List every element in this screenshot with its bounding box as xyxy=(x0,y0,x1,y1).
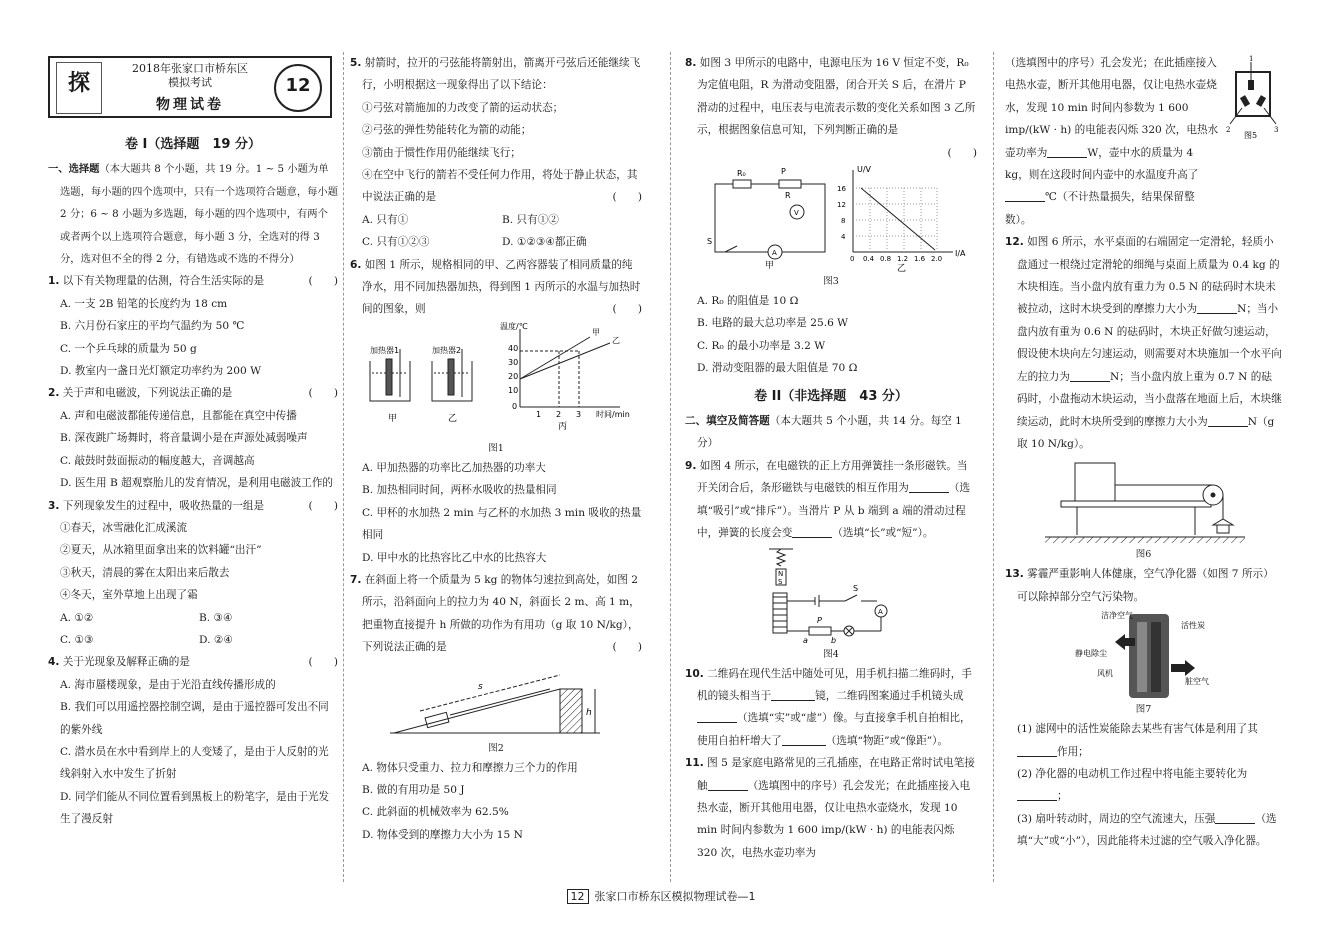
q6-option-c[interactable]: C. 甲杯的水加热 2 min 与乙杯的水加热 3 min 吸收的热量相同 xyxy=(362,506,642,542)
section2-title: 卷 II（非选择题 43 分） xyxy=(754,388,908,404)
q11-blank-1[interactable] xyxy=(708,776,748,791)
question-6: 6. 如图 1 所示，规格相同的甲、乙两容器装了相同质量的纯净水，用不同加热器加热，得到图 1 丙所示的水温与加热时间的图象，则 ( ) xyxy=(350,258,642,316)
section2-intro: 二、填空及简答题（本大题共 5 个小题，共 14 分。每空 1 分） xyxy=(685,415,962,450)
q8-option-c[interactable]: C. R₀ 的最小功率是 3.2 W xyxy=(697,339,826,352)
q5-option-c[interactable]: C. 只有①②③ xyxy=(362,236,430,249)
beaker-b xyxy=(432,349,472,401)
q6-option-a[interactable]: A. 甲加热器的功率比乙加热器的功率大 xyxy=(362,461,546,474)
beaker-a xyxy=(370,349,410,401)
column-1 xyxy=(48,128,338,831)
fig3-xtick: 1.6 xyxy=(914,255,926,264)
fig1-ytick: 20 xyxy=(508,371,519,381)
q7-option-a[interactable]: A. 物体只受重力、拉力和摩擦力三个力的作用 xyxy=(362,761,578,774)
q5-option-b[interactable]: B. 只有①② xyxy=(502,213,559,226)
q2-option-c[interactable]: C. 敲鼓时鼓面振动的幅度越大，音调越高 xyxy=(60,454,255,467)
fig3-label-b: 乙 xyxy=(897,264,907,275)
fig3-r0: R₀ xyxy=(737,169,746,179)
q1-option-d[interactable]: D. 教室内一盏日光灯额定功率约为 200 W xyxy=(60,365,262,378)
question-5: 5. 射箭时，拉开的弓弦能将箭射出，箭离开弓弦后还能继续飞行，小明根据这一现象得出了以下结论： xyxy=(350,57,641,92)
fig1-series-jia: 甲 xyxy=(592,327,600,337)
question-4: 4. 关于光现象及解释正确的是 ( ) xyxy=(48,656,338,669)
publisher-logo: 探 xyxy=(56,62,102,114)
q11-blank-3[interactable] xyxy=(1005,187,1045,202)
q10-blank-2[interactable] xyxy=(697,708,737,723)
figure-3 xyxy=(685,164,977,274)
fig3-xlabel: I/A xyxy=(955,249,966,259)
q12-blank-1[interactable] xyxy=(1197,299,1237,314)
fig4-ammeter: A xyxy=(878,607,883,616)
q12-blank-3[interactable] xyxy=(1208,412,1248,427)
fig3-ytick: 16 xyxy=(837,185,846,194)
question-3: 3. 下列现象发生的过程中，吸收热量的一组是 ( ) xyxy=(48,499,338,512)
figure-4 xyxy=(685,545,977,647)
q4-option-d[interactable]: D. 同学们能从不同位置看到黑板上的粉笔字，是由于光发生了漫反射 xyxy=(60,790,330,826)
q4-option-a[interactable]: A. 海市蜃楼现象，是由于光沿直线传播形成的 xyxy=(60,678,276,691)
fig1-xtick: 2 xyxy=(556,409,562,419)
q1-option-b[interactable]: B. 六月份石家庄的平均气温约为 50 ℃ xyxy=(60,320,245,333)
fig5-n1: 1 xyxy=(1249,55,1254,63)
fig7-dirty-air: 脏空气 xyxy=(1185,677,1209,687)
figure-2-caption: 图2 xyxy=(488,742,504,754)
q12-blank-2[interactable] xyxy=(1070,367,1110,382)
fig3-xtick: 0 xyxy=(850,255,855,264)
column-2 xyxy=(350,52,642,846)
q7-option-d[interactable]: D. 物体受到的摩擦力大小为 15 N xyxy=(362,828,523,841)
figure-3-caption: 图3 xyxy=(823,276,839,288)
fig2-s: s xyxy=(478,681,483,692)
q3-option-c[interactable]: C. ①③ xyxy=(60,633,94,646)
q5-options-row2 xyxy=(350,231,642,253)
header-line2: 模拟考试 xyxy=(168,76,212,89)
question-2: 2. 关于声和电磁波，下列说法正确的是 ( ) xyxy=(48,387,338,400)
fig4-s: S xyxy=(778,577,783,586)
question-12: 12. 如图 6 所示，水平桌面的右端固定一定滑轮，轻质小盘通过一根绕过定滑轮的细绳与桌面上质量为 0.4 kg 的木块相连。当小盘内放有重力为 0.5 N 的砝码时木块未被拉动，这时木块受到的摩擦力大小为 N；当小盘内放有重为 0.6 N 的砝码时，木块正好做匀速运动，假设使木块向左匀速运动，则需要对木块施加一个水平向左的拉力为 N；当小盘内放上重为 0.7 N 的砝码时，小盘拖动木块运动，当小盘落在地面上后，木块继续运动，此时木块所受到的摩擦力大小为 N（g 取 10 N/kg）。 xyxy=(1005,236,1282,450)
q5-item-1: ①弓弦对箭施加的力改变了箭的运动状态； xyxy=(362,101,564,114)
circuit-diagram xyxy=(715,180,825,259)
column-3 xyxy=(685,52,977,864)
q3-option-b[interactable]: B. ③④ xyxy=(199,611,233,624)
fig5-n2: 2 xyxy=(1226,126,1231,134)
fig3-r: R xyxy=(785,191,791,201)
q13-blank-1[interactable] xyxy=(1017,742,1057,757)
fig3-xtick: 1.2 xyxy=(897,255,909,264)
fig3-xtick: 0.4 xyxy=(863,255,875,264)
q13-sub-2: (2) 净化器的电动机工作过程中将电能主要转化为； xyxy=(1017,767,1248,803)
paper-number-badge: 12 xyxy=(274,64,322,112)
fig1-ytick: 10 xyxy=(508,385,519,395)
figure-1 xyxy=(350,321,642,441)
fig3-ytick: 12 xyxy=(837,201,846,210)
q9-blank-2[interactable] xyxy=(792,523,832,538)
q5-item-3: ③箭由于惯性作用仍能继续飞行； xyxy=(362,146,521,159)
q10-blank-3[interactable] xyxy=(782,731,826,746)
header-line1: 2018年张家口市桥东区 xyxy=(132,62,248,75)
q11-text-continued: （选填图中的序号）孔会发光；在此插座接入电热水壶，断开其他用电器，仅让电热水壶烧水，发现 10 min 时间内参数为 1 600 imp/(kW · h) 的电能表闪烁 320 次，电热水壶功率为 W，壶中水的质量为 4 kg，则在这段时间内壶中的水温度升高了℃（不计热量损失，结果保留整数）。 xyxy=(1005,57,1219,226)
figure-4-caption: 图4 xyxy=(823,648,839,660)
fig3-xtick: 2.0 xyxy=(931,255,943,264)
section1-intro: 一、选择题（本大题共 8 个小题，共 19 分。1 ~ 5 小题为单选题，每小题的四个选项中，只有一个选项符合题意，每小题 2 分；6 ~ 8 小题为多选题，每小题的四个选项中，有两个或者两个以上选项符合题意，每小题 3 分，全选对的得 3 分，选对但不全的得 2 分，有错选或不选的不得分） xyxy=(48,163,339,266)
fig3-v: V xyxy=(794,209,799,218)
column-divider xyxy=(993,52,994,882)
question-7: 7. 在斜面上将一个质量为 5 kg 的物体匀速拉到高处，如图 2 所示，沿斜面向上的拉力为 40 N，斜面长 2 m、高 1 m，把重物直接提升 h 所做的功作为有用功（g 取 10 N/kg），下列说法正确的是 ( ) xyxy=(350,573,642,654)
temperature-graph xyxy=(500,321,630,432)
fig1-ytick: 40 xyxy=(508,343,519,353)
q13-sub-1: (1) 滤网中的活性炭能除去某些有害气体是利用了其作用； xyxy=(1017,723,1258,758)
figure-6 xyxy=(1005,455,1282,547)
q6-option-b[interactable]: B. 加热相同时间，两杯水吸收的热量相同 xyxy=(362,484,557,497)
q7-option-b[interactable]: B. 做的有用功是 50 J xyxy=(362,783,465,796)
column-4 xyxy=(1005,52,1282,853)
line-yi xyxy=(520,343,610,379)
fig2-h: h xyxy=(586,707,592,718)
figure-6-caption: 图6 xyxy=(1135,549,1152,561)
q3-item-2: ②夏天，从冰箱里面拿出来的饮料罐“出汗” xyxy=(60,544,262,557)
figure-5-socket xyxy=(1224,52,1282,140)
fig7-fan: 风机 xyxy=(1097,669,1113,679)
q11-continued xyxy=(1005,52,1282,231)
fig7-dust: 静电除尘 xyxy=(1075,649,1107,659)
exam-header xyxy=(48,56,332,118)
footer-text: 张家口市桥东区模拟物理试卷—1 xyxy=(594,890,756,903)
q3-options-row1 xyxy=(48,607,338,629)
q4-option-c[interactable]: C. 潜水员在水中看到岸上的人变矮了，是由于人反射的光线斜射入水中发生了折射 xyxy=(60,745,329,781)
q13-blank-2[interactable] xyxy=(1017,786,1057,801)
fig3-s: S xyxy=(707,237,713,247)
fig1-xlabel: 时间/min xyxy=(596,409,630,419)
fig4-a: a xyxy=(803,635,808,645)
q9-blank-1[interactable] xyxy=(909,478,949,493)
q8-paren: ( ) xyxy=(947,146,977,159)
fig3-label-a: 甲 xyxy=(765,261,775,272)
column-divider xyxy=(343,52,344,882)
fig1-label-a: 甲 xyxy=(388,413,398,424)
paper-title: 物理试卷 xyxy=(156,97,224,113)
block xyxy=(425,712,449,727)
fig4-b: b xyxy=(831,635,837,645)
q10-blank-1[interactable] xyxy=(771,686,815,701)
q2-option-a[interactable]: A. 声和电磁波都能传递信息，且都能在真空中传播 xyxy=(60,409,297,422)
q7-option-c[interactable]: C. 此斜面的机械效率为 62.5% xyxy=(362,806,509,819)
fig4-p: P xyxy=(817,615,822,625)
column-divider xyxy=(670,52,671,882)
fig1-label-b: 乙 xyxy=(448,413,458,424)
q13-sub-3: (3) 扇叶转动时，周边的空气流速大，压强 （选填“大”或“小”），因此能将未过滤的空气吸入净化器。 xyxy=(1005,808,1282,853)
fig1-ylabel: 温度/℃ xyxy=(500,321,528,331)
q5-item-4: ④在空中飞行的箭若不受任何力作用，将处于静止状态，其中说法正确的是 ( ) xyxy=(362,169,642,204)
question-9: 9. 如图 4 所示，在电磁铁的正上方用弹簧挂一条形磁铁。当开关闭合后，条形磁铁与电磁铁的相互作用为 （选填“吸引”或“排斥”）。当滑片 P 从 b 端到 a 端的滑动过程中，弹簧的长度会变 （选填“长”或“短”）。 xyxy=(685,459,971,540)
fig3-p: P xyxy=(781,167,786,177)
q3-item-4: ④冬天，室外草地上出现了霜 xyxy=(60,589,198,602)
fig1-ytick: 0 xyxy=(512,401,518,411)
fig1-xtick: 3 xyxy=(576,409,582,419)
q3-option-a[interactable]: A. ①② xyxy=(60,611,94,624)
q8-option-b[interactable]: B. 电路的最大总功率是 25.6 W xyxy=(697,317,849,330)
q5-item-2: ②弓弦的弹性势能转化为箭的动能； xyxy=(362,124,532,137)
fig1-ytick: 30 xyxy=(508,357,519,367)
question-13: 13. 雾霾严重影响人体健康，空气净化器（如图 7 所示）可以除掉部分空气污染物。 xyxy=(1005,568,1274,603)
fig4-n: N xyxy=(778,569,784,578)
question-8: 8. 如图 3 甲所示的电路中，电源电压为 16 V 恒定不变，R₀ 为定值电阻，R 为滑动变阻器，闭合开关 S 后，在滑片 P 滑动的过程中，电压表与电流表示数的变化关系如图 3 乙所示，根据图象信息可知，下列判断正确的是 xyxy=(685,57,976,137)
q5-option-a[interactable]: A. 只有① xyxy=(362,213,409,226)
q1-option-c[interactable]: C. 一个乒乓球的质量为 50 g xyxy=(60,342,197,355)
figure-7-air-purifier xyxy=(1005,608,1282,702)
q5-options-row1 xyxy=(350,209,642,231)
fig1-label-c: 丙 xyxy=(558,421,568,432)
fig1-xtick: 1 xyxy=(536,409,542,419)
q8-option-d[interactable]: D. 滑动变阻器的最大阻值是 70 Ω xyxy=(697,362,858,375)
fig1-heater2-label: 加热器2 xyxy=(432,345,462,355)
q4-option-b[interactable]: B. 我们可以用遥控器控制空调，是由于遥控器可发出不同的紫外线 xyxy=(60,701,329,736)
fig5-n3: 3 xyxy=(1274,126,1279,134)
ui-graph xyxy=(837,165,966,274)
page-footer xyxy=(0,888,1322,904)
q3-options-row2 xyxy=(48,629,338,651)
q5-option-d[interactable]: D. ①②③④都正确 xyxy=(502,236,587,249)
q3-item-1: ①春天，冰雪融化汇成溪流 xyxy=(60,521,188,534)
fig3-a: A xyxy=(772,249,777,258)
fig3-ytick: 4 xyxy=(841,233,846,242)
fig1-series-yi: 乙 xyxy=(612,335,620,345)
fig3-ytick: 8 xyxy=(841,217,846,226)
q8-option-a[interactable]: A. R₀ 的阻值是 10 Ω xyxy=(697,295,799,308)
figure-7-caption: 图7 xyxy=(1135,704,1152,716)
q3-item-3: ③秋天，清晨的雾在太阳出来后散去 xyxy=(60,566,230,579)
fig1-heater1-label: 加热器1 xyxy=(370,345,400,355)
figure-1-caption: 图1 xyxy=(488,442,504,454)
fig3-xtick: 0.8 xyxy=(880,255,892,264)
q11-blank-2[interactable] xyxy=(1047,143,1087,158)
fig4-switch: S xyxy=(853,583,859,593)
q6-option-d[interactable]: D. 甲中水的比热容比乙中水的比热容大 xyxy=(362,551,547,564)
q2-option-b[interactable]: B. 深夜跳广场舞时，将音量调小是在声源处减弱噪声 xyxy=(60,432,308,445)
fig7-carbon: 活性炭 xyxy=(1181,621,1205,631)
question-1: 1. 以下有关物理量的估测，符合生活实际的是 ( ) xyxy=(48,275,338,288)
question-11: 11. 图 5 是家庭电路常见的三孔插座，在电路正常时试电笔接触 （选填图中的序号）孔会发光；在此插座接入电热水壶，断开其他用电器，仅让电热水壶烧水，发现 10 min 时间内参数为 1 600 imp/(kW · h) 的电能表闪烁 320 次，电热水壶功率为 xyxy=(685,757,975,859)
q2-option-d[interactable]: D. 医生用 B 超观察胎儿的发育情况，是利用电磁波工作的 xyxy=(60,477,334,490)
fig7-clean-air: 洁净空气 xyxy=(1101,611,1133,621)
q13-blank-3[interactable] xyxy=(1215,809,1255,824)
question-10: 10. 二维码在现代生活中随处可见，用手机扫描二维码时，手机的镜头相当于 镜，二维码图案通过手机镜头成（选填“实”或“虚”）像。与直接拿手机自拍相比，使用自拍杆增大了 （选填“物距”或“像距”）。 xyxy=(685,667,972,747)
figure-5-caption: 图5 xyxy=(1244,131,1258,140)
figure-2-incline xyxy=(350,659,642,741)
q1-option-a[interactable]: A. 一支 2B 铅笔的长度约为 18 cm xyxy=(60,297,228,310)
q3-option-d[interactable]: D. ②④ xyxy=(199,633,233,646)
footer-page-number: 12 xyxy=(567,889,589,904)
section1-title: 卷 I（选择题 19 分） xyxy=(125,137,261,152)
fig3-ylabel: U/V xyxy=(857,165,872,175)
